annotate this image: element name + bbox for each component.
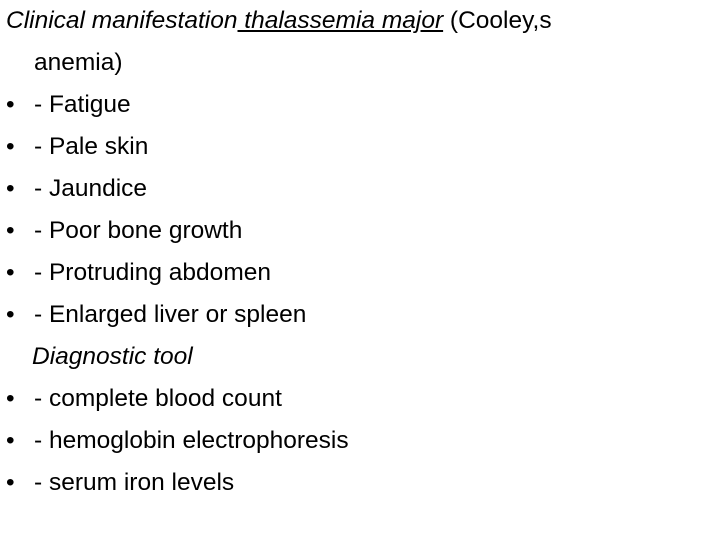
title-underlined-text: thalassemia major [237, 7, 444, 34]
title-line [6, 0, 712, 42]
list-item [6, 378, 712, 420]
list-item-text: - Pale skin [34, 133, 149, 160]
list-item-text: - Protruding abdomen [34, 259, 271, 286]
list-item [6, 168, 712, 210]
list-item [6, 462, 712, 504]
bullet-icon: • [6, 301, 15, 328]
list-item [6, 420, 712, 462]
list-item-text: - Enlarged liver or spleen [34, 301, 307, 328]
diagnostic-list [6, 378, 712, 504]
bullet-icon: • [6, 469, 15, 496]
diagnostic-heading: Diagnostic tool [32, 343, 193, 370]
bullet-icon: • [6, 133, 15, 160]
list-item-text: - hemoglobin electrophoresis [34, 427, 349, 454]
bullet-icon: • [6, 217, 15, 244]
bullet-icon: • [6, 175, 15, 202]
bullet-icon: • [6, 427, 15, 454]
list-item-text: - Poor bone growth [34, 217, 243, 244]
list-item [6, 126, 712, 168]
list-item [6, 252, 712, 294]
bullet-icon: • [6, 91, 15, 118]
list-item [6, 84, 712, 126]
bullet-icon: • [6, 385, 15, 412]
list-item-text: - Fatigue [34, 91, 131, 118]
title-plain-text: (Cooley,s [443, 7, 552, 34]
list-item-text: - complete blood count [34, 385, 282, 412]
list-item-text: - Jaundice [34, 175, 148, 202]
list-item [6, 294, 712, 336]
title-continuation: anemia) [34, 49, 123, 76]
bullet-icon: • [6, 259, 15, 286]
symptom-list [6, 84, 712, 336]
list-item-text: - serum iron levels [34, 469, 235, 496]
list-item [6, 210, 712, 252]
title-italic-text: Clinical manifestation [6, 7, 238, 34]
